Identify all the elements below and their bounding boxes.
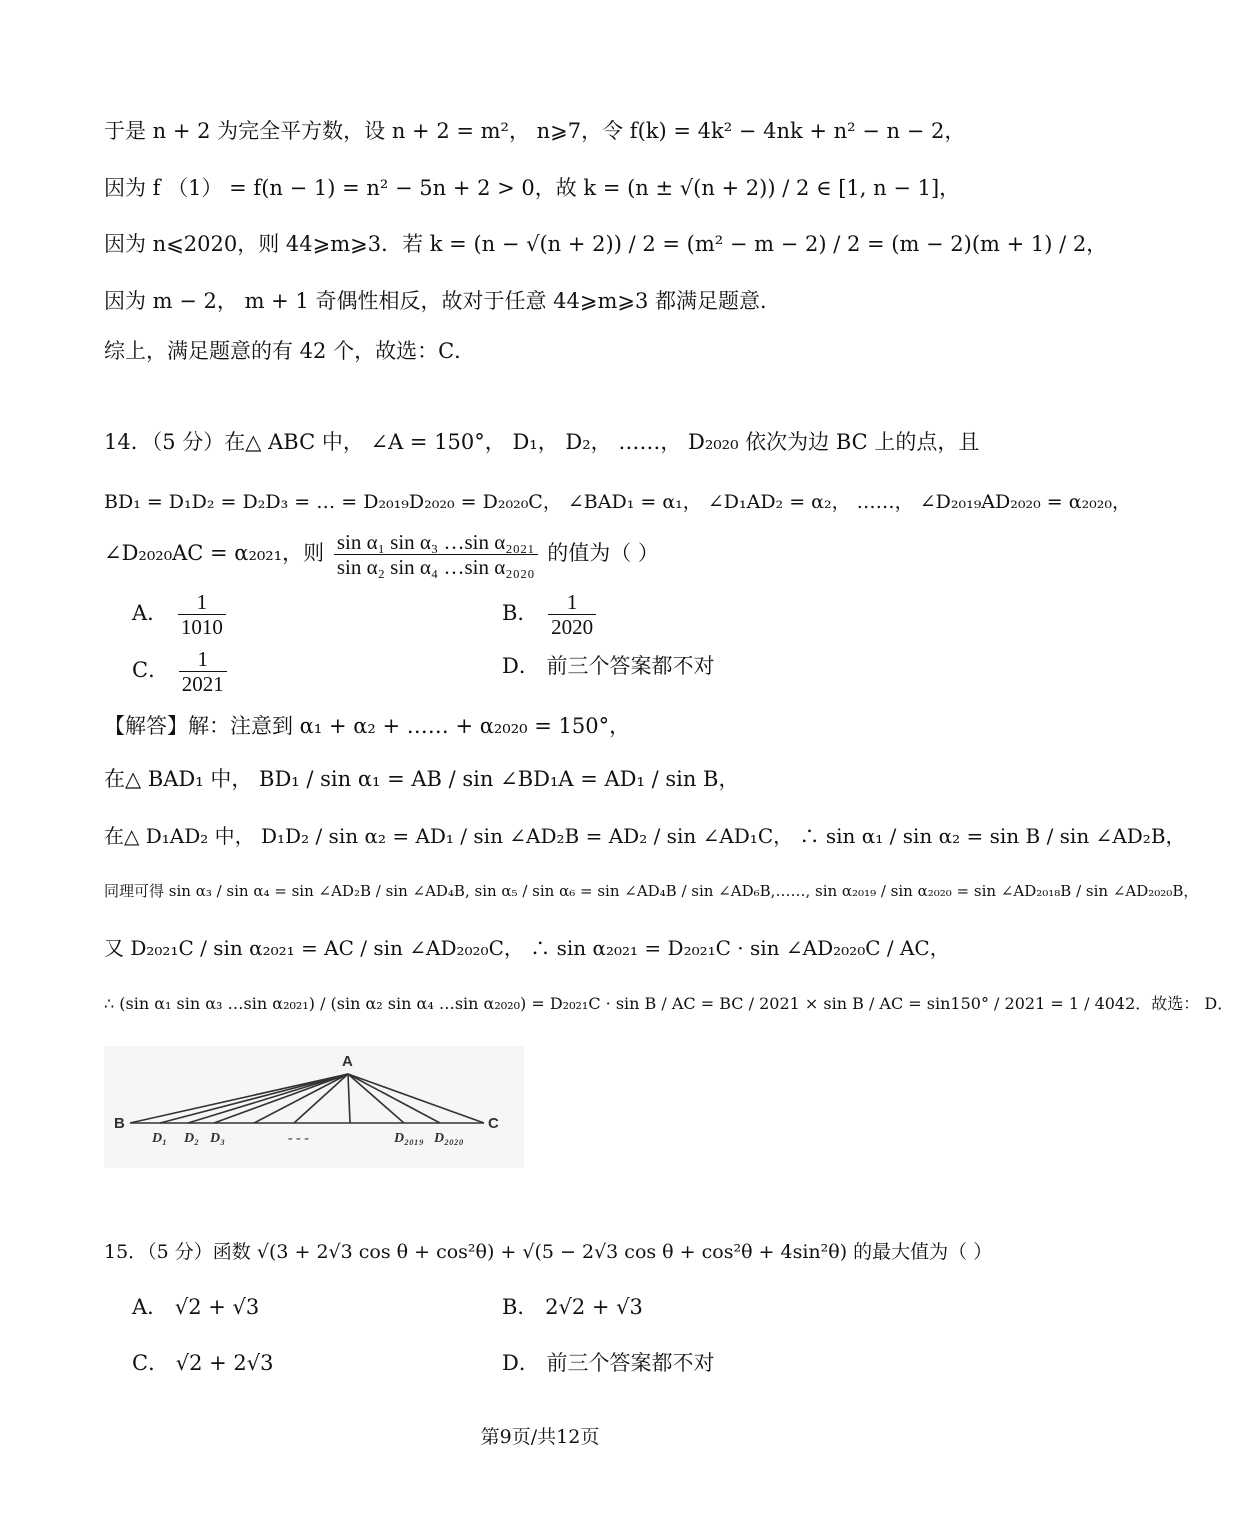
point-d2-label: D₂ bbox=[184, 1131, 199, 1146]
solution-line: 同理可得 sin α₃ / sin α₄ = sin ∠AD₂B / sin ∠AD₄B, sin α₅ / sin α₆ = sin ∠AD₄B / sin ∠AD₆B,……, sin α₂₀₁₉ / sin α₂₀₂₀ = sin ∠AD₂₀₁₈B / sin ∠AD₂₀₂₀B， bbox=[104, 882, 1199, 900]
q15-stem: 15．（5 分）函数 √(3 + 2√3 cos θ + cos²θ) + √(5 − 2√3 cos θ + cos²θ + 4sin²θ) 的最大值为（ ） bbox=[104, 1241, 993, 1263]
q14-stem-line1: 14．（5 分）在△ ABC 中， ∠A = 150°， D₁， D₂， ……， D₂₀₂₀ 依次为边 BC 上的点，且 bbox=[104, 430, 980, 454]
triangle-diagram bbox=[104, 1046, 524, 1168]
fraction-denominator: 1010 bbox=[180, 615, 223, 639]
fraction-numerator: 1 bbox=[179, 647, 227, 672]
solution-line: 在△ BAD₁ 中， BD₁ / sin α₁ = AB / sin ∠BD₁A = AD₁ / sin B， bbox=[104, 767, 740, 791]
option-label: D． bbox=[502, 654, 540, 678]
text-line: 因为 n⩽2020，则 44⩾m⩾3．若 k = (n − √(n + 2)) / 2 = (m² − m − 2) / 2 = (m − 2)(m + 1) / 2， bbox=[104, 232, 1108, 256]
fraction-numerator: 1 bbox=[178, 590, 226, 615]
q14-stem3-post: 的值为（ ） bbox=[547, 541, 659, 565]
option-text: 前三个答案都不对 bbox=[546, 654, 715, 678]
solution-line: 【解答】解：注意到 α₁ + α₂ + …… + α₂₀₂₀ = 150°， bbox=[104, 714, 631, 738]
option-label: A． bbox=[132, 601, 169, 625]
q14-stem-line3 bbox=[104, 530, 659, 579]
vertex-c-label: C bbox=[488, 1115, 499, 1132]
option-label: C． bbox=[132, 658, 170, 682]
q15-option-b: B． 2√2 + √3 bbox=[502, 1295, 643, 1319]
point-d1-label: D₁ bbox=[152, 1131, 167, 1146]
triangle-figure bbox=[104, 1046, 524, 1168]
ellipsis-dots: - - - bbox=[288, 1131, 309, 1146]
point-d2020-label: D₂₀₂₀ bbox=[434, 1131, 464, 1146]
option-fraction bbox=[548, 590, 596, 639]
fraction-denominator: 2020 bbox=[551, 615, 594, 639]
fraction-denominator: 2021 bbox=[181, 672, 224, 696]
q14-option-c bbox=[132, 647, 230, 696]
option-fraction bbox=[178, 590, 226, 639]
solution-line: ∴ (sin α₁ sin α₃ …sin α₂₀₂₁) / (sin α₂ sin α₄ …sin α₂₀₂₀) = D₂₀₂₁C · sin B / AC = BC / 2021 × sin B / AC = sin150° / 2021 = 1 / 4042．故选： D． bbox=[104, 994, 1233, 1013]
fraction-denominator: sin α₂ sin α₄ …sin α₂₀₂₀ bbox=[336, 555, 535, 579]
point-d2019-label: D₂₀₁₉ bbox=[394, 1131, 424, 1146]
q14-stem-line2: BD₁ = D₁D₂ = D₂D₃ = … = D₂₀₁₉D₂₀₂₀ = D₂₀₂₀C， ∠BAD₁ = α₁， ∠D₁AD₂ = α₂， ……， ∠D₂₀₁₉AD₂₀₂₀ = α₂₀₂₀， bbox=[104, 491, 1132, 513]
text-line: 因为 f （1） = f(n − 1) = n² − 5n + 2 > 0，故 k = (n ± √(n + 2)) / 2 ∈ [1, n − 1]， bbox=[104, 176, 961, 200]
q14-ratio-fraction bbox=[334, 530, 538, 579]
solution-line: 又 D₂₀₂₁C / sin α₂₀₂₁ = AC / sin ∠AD₂₀₂₀C， ∴ sin α₂₀₂₁ = D₂₀₂₁C · sin ∠AD₂₀₂₀C / AC， bbox=[104, 936, 950, 960]
option-fraction bbox=[179, 647, 227, 696]
q15-option-d: D． 前三个答案都不对 bbox=[502, 1351, 715, 1375]
fraction-numerator: sin α₁ sin α₃ …sin α₂₀₂₁ bbox=[334, 530, 538, 555]
q14-stem3-pre: ∠D₂₀₂₀AC = α₂₀₂₁，则 bbox=[104, 541, 325, 565]
vertex-b-label: B bbox=[114, 1115, 125, 1132]
point-d3-label: D₃ bbox=[210, 1131, 225, 1146]
page-footer: 第9页/共12页 bbox=[480, 1426, 600, 1448]
option-label: B． bbox=[502, 601, 539, 625]
q15-option-c: C． √2 + 2√3 bbox=[132, 1351, 274, 1375]
text-line: 因为 m − 2， m + 1 奇偶性相反，故对于任意 44⩾m⩾3 都满足题意． bbox=[104, 289, 782, 313]
solution-line: 在△ D₁AD₂ 中， D₁D₂ / sin α₂ = AD₁ / sin ∠AD₂B = AD₂ / sin ∠AD₁C， ∴ sin α₁ / sin α₂ = sin B / sin ∠AD₂B， bbox=[104, 824, 1186, 848]
q14-option-d bbox=[502, 652, 715, 680]
text-line: 综上，满足题意的有 42 个，故选：C． bbox=[104, 339, 476, 363]
q15-option-a: A． √2 + √3 bbox=[132, 1295, 260, 1319]
q14-option-a bbox=[132, 590, 229, 639]
text-line: 于是 n + 2 为完全平方数，设 n + 2 = m²， n⩾7，令 f(k) = 4k² − 4nk + n² − n − 2， bbox=[104, 119, 966, 143]
q14-option-b bbox=[502, 590, 599, 639]
vertex-a-label: A bbox=[342, 1053, 353, 1070]
fraction-numerator: 1 bbox=[548, 590, 596, 615]
